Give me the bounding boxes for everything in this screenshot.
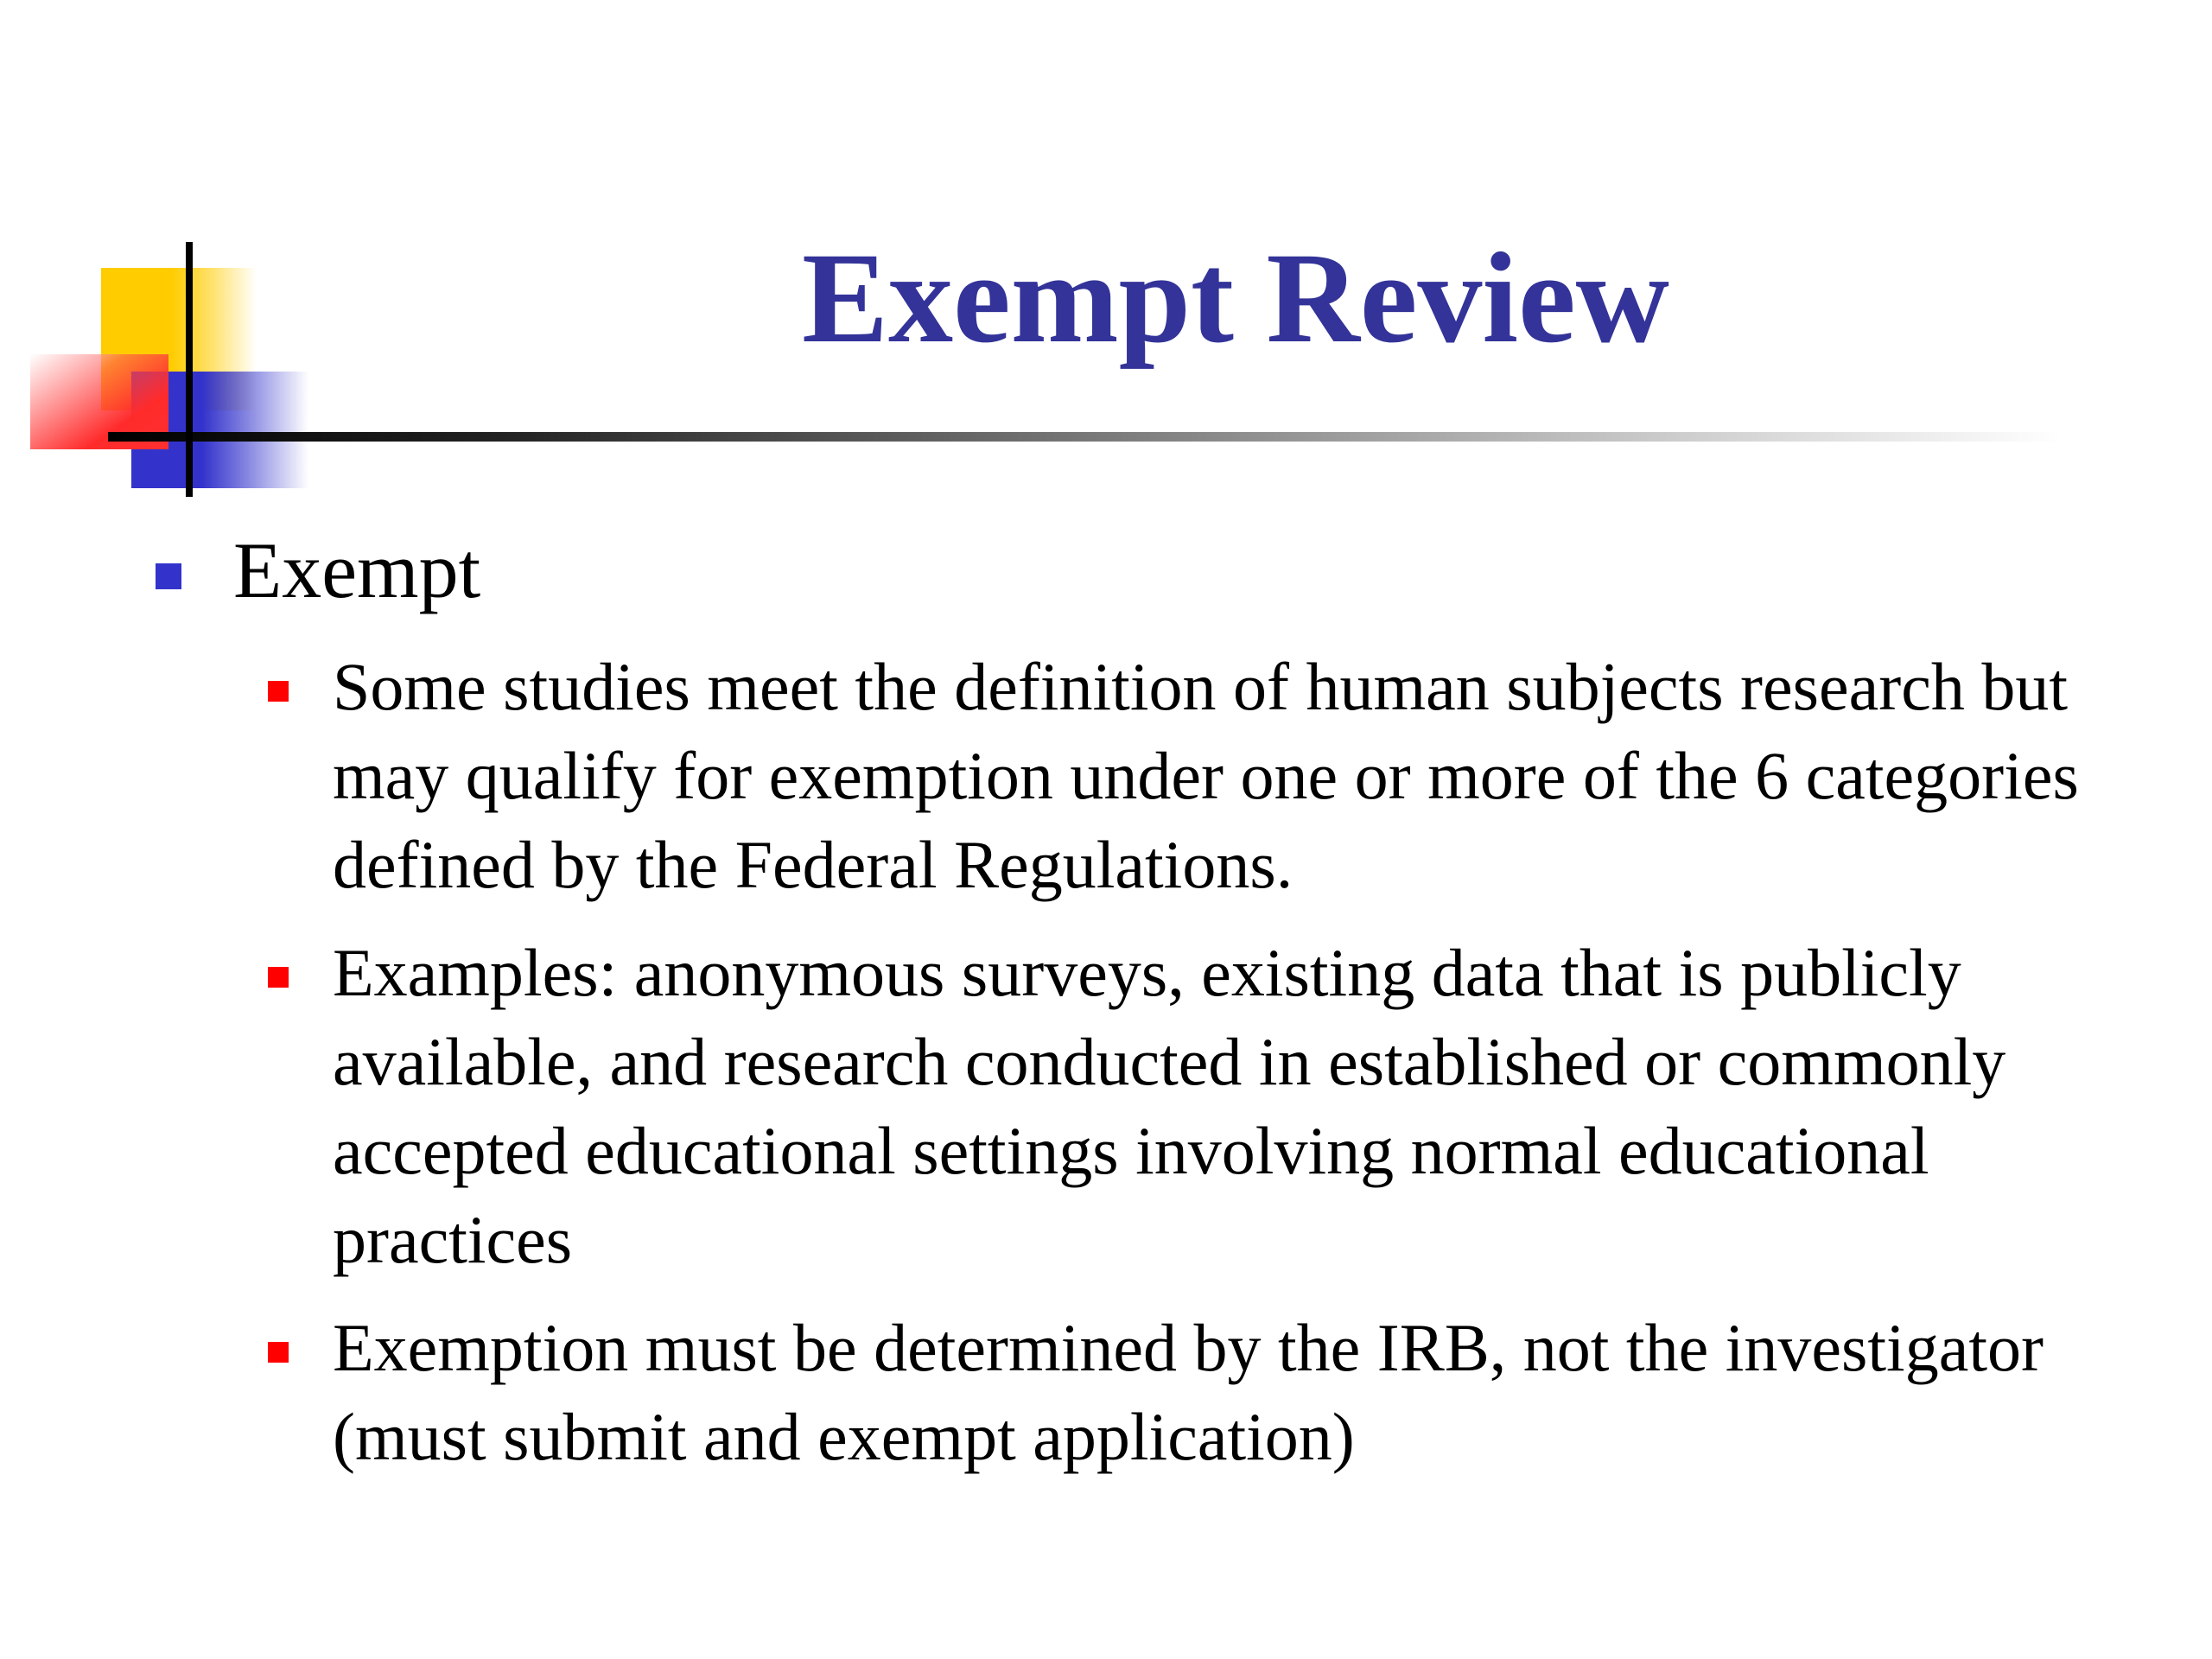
sub-bullet-item bbox=[268, 928, 2169, 1284]
slide-title: Exempt Review bbox=[802, 226, 1669, 370]
red-square-bullet-icon bbox=[268, 967, 289, 988]
red-square-bullet-icon bbox=[268, 681, 289, 702]
level1-bullet-text: Exempt bbox=[233, 526, 481, 614]
decorative-vertical-line bbox=[186, 242, 193, 497]
sub-bullet-item bbox=[268, 642, 2169, 909]
sub-bullet-item bbox=[268, 1303, 2169, 1481]
sub-bullet-text: Some studies meet the definition of human subjects research but may qualify for exemption under one or more of the 6 categories defined by the Federal Regulations. bbox=[333, 649, 2079, 902]
red-square-bullet-icon bbox=[268, 1342, 289, 1363]
level1-bullet-icon bbox=[156, 563, 181, 589]
sub-bullet-list bbox=[268, 642, 2169, 1500]
sub-bullet-text: Examples: anonymous surveys, existing data that is publicly available, and research conducted in established or commonly accepted educational settings involving normal educational practices bbox=[333, 935, 2006, 1277]
sub-bullet-text: Exemption must be determined by the IRB, not the investigator (must submit and exempt application) bbox=[333, 1310, 2044, 1474]
title-underline-rule bbox=[108, 432, 2061, 442]
